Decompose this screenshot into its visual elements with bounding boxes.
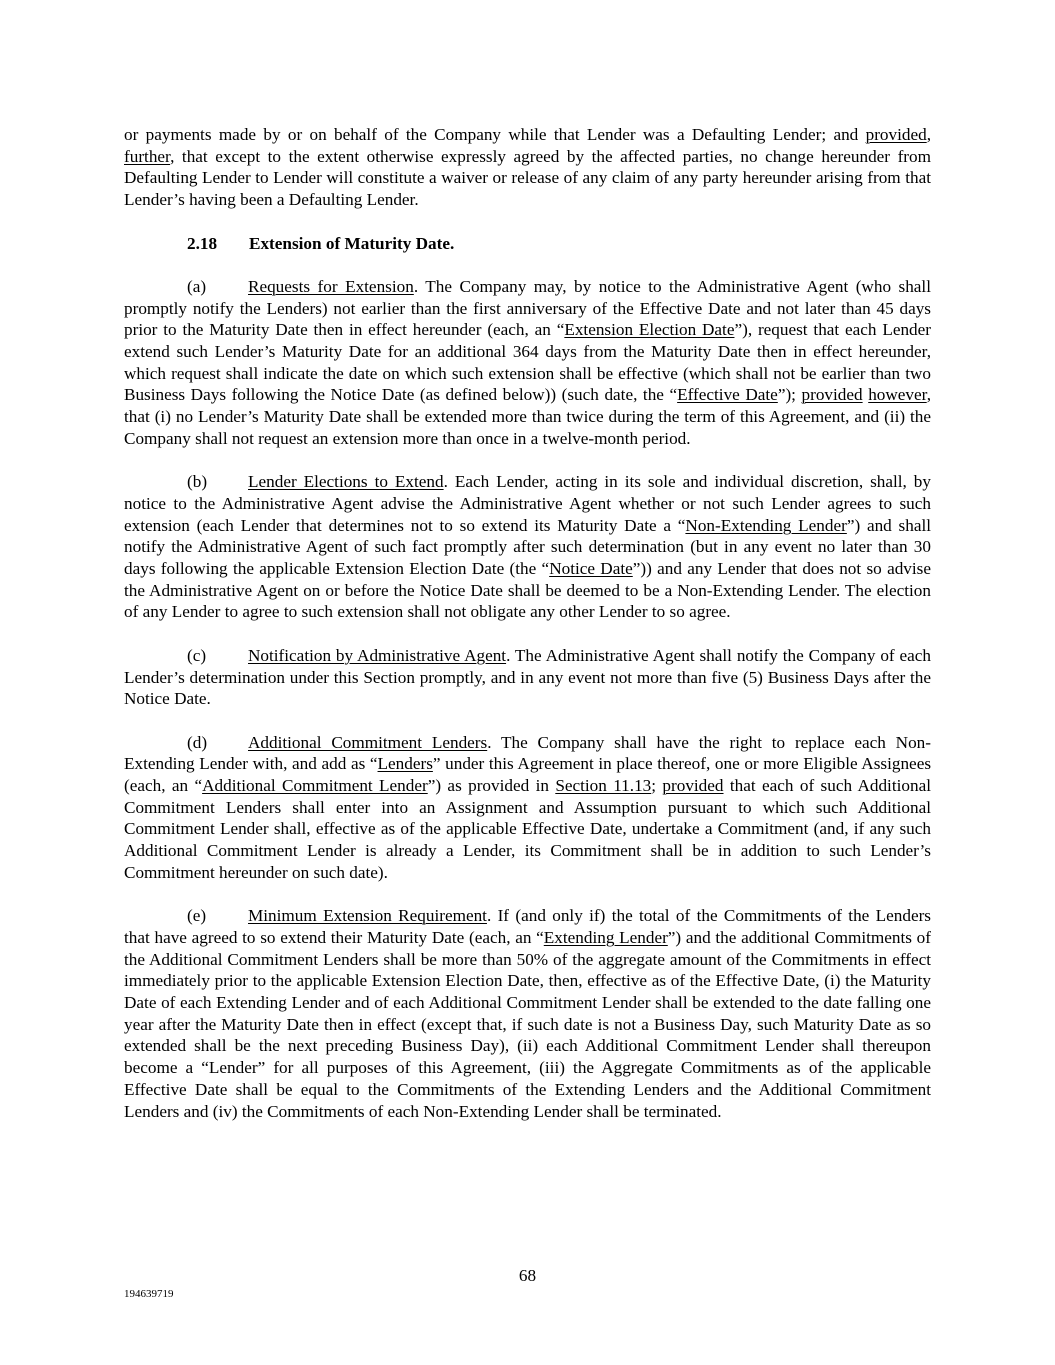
document-id: 194639719 xyxy=(124,1288,174,1300)
section-heading xyxy=(124,233,931,255)
defined-term: Extending Lender xyxy=(543,927,668,947)
defined-term: Extension Election Date xyxy=(564,320,735,340)
paragraph-c: (c) Notification by Administrative Agent. The Administrative Agent shall notify the Company of each Lender’s determination under this Section promptly, and in any event not more than five (5) Business Days after the Notice Date. xyxy=(124,645,931,709)
defined-term: Additional Commitment Lender xyxy=(202,776,428,796)
section-title: Extension of Maturity Date. xyxy=(249,233,455,253)
paragraph-label: (a) xyxy=(187,276,207,296)
paragraph-heading: Minimum Extension Requirement xyxy=(248,906,487,926)
paragraph-label: (e) xyxy=(187,906,207,926)
paragraph-d: (d) Additional Commitment Lenders. The Company shall have the right to replace each Non-Extending Lender with, and add as “Lenders” under this Agreement in place thereof, one or more Eligible Assignees (each, an “Additional Commitment Lender”) as provided in Section 11.13; provided that each of such Additional Commitment Lenders shall enter into an Assignment and Assumption pursuant to which such Additional Commitment Lender shall, effective as of the applicable Effective Date, undertake a Commitment (and, if any such Additional Commitment Lender is already a Lender, its Commitment shall be in addition to such Lender’s Commitment hereunder on such date). xyxy=(124,732,932,882)
paragraph-label: (b) xyxy=(187,472,208,492)
paragraph-label: (c) xyxy=(187,645,207,665)
defined-term: Lenders xyxy=(377,754,433,774)
defined-term: Effective Date xyxy=(677,385,778,405)
paragraph-label: (d) xyxy=(187,732,208,752)
page-number: 68 xyxy=(518,1266,537,1285)
paragraph-e: (e) Minimum Extension Requirement. If (and only if) the total of the Commitments of the Lenders that have agreed to so extend their Maturity Date (each, an “Extending Lender”) and the additional Commitments of the Additional Commitment Lenders shall be more than 50% of the aggregate amount of the Commitments in effect immediately prior to the applicable Extension Election Date, then, effective as of the Effective Date, (i) the Maturity Date of each Extending Lender and of each Additional Commitment Lender shall be extended to the date falling one year after the Maturity Date then in effect (except that, if such date is not a Business Day, such Maturity Date as so extended shall be the next preceding Business Day), (ii) each Additional Commitment Lender shall thereupon become a “Lender” for all purposes of this Agreement, (iii) the Aggregate Commitments as of the applicable Effective Date shall be equal to the Commitments of the Extending Lenders and the Additional Commitment Lenders and (iv) the Commitments of each Non-Extending Lender shall be terminated. xyxy=(124,906,931,1121)
paragraph-heading: Lender Elections to Extend xyxy=(248,472,444,492)
paragraph-heading: Requests for Extension xyxy=(248,276,414,296)
paragraph-b: (b) Lender Elections to Extend. Each Lender, acting in its sole and individual discretion, shall, by notice to the Administrative Agent advise the Administrative Agent whether or not such Lender agrees to such extension (each Lender that determines not to so extend its Maturity Date a “Non-Extending Lender”) and shall notify the Administrative Agent of such fact promptly after such determination (but in any event no later than 30 days following the applicable Extension Election Date (the “Notice Date”)) and any Lender that does not so advise the Administrative Agent on or before the Notice Date shall be deemed to be a Non-Extending Lender. The election of any Lender to agree to such extension shall not obligate any other Lender to so agree. xyxy=(124,472,931,622)
provided-term: provided xyxy=(662,776,724,796)
paragraph-a: (a) Requests for Extension. The Company may, by notice to the Administrative Agent (who shall promptly notify the Lenders) not earlier than the first anniversary of the Effective Date and not later than 45 days prior to the Maturity Date then in effect hereunder (each, an “Extension Election Date”), request that each Lender extend such Lender’s Maturity Date for an additional 364 days from the Maturity Date then in effect hereunder, which request shall indicate the date on which such extension shall be effective (which shall not be earlier than two Business Days following the Notice Date (as defined below)) (such date, the “Effective Date”); provided however, that (i) no Lender’s Maturity Date shall be extended more than twice during the term of this Agreement, and (ii) the Company shall not request an extension more than once in a twelve-month period. xyxy=(124,276,931,448)
defined-term: Notice Date xyxy=(549,559,633,579)
continuation-paragraph: or payments made by or on behalf of the Company while that Lender was a Defaulting Lender; and provided, further, that except to the extent otherwise expressly agreed by the affected parties, no change hereunder from Defaulting Lender to Lender will constitute a waiver or release of any claim of any party hereunder arising from that Lender’s having been a Defaulting Lender. xyxy=(124,125,931,210)
paragraph-heading: Notification by Administrative Agent xyxy=(248,645,507,665)
document-body xyxy=(124,124,931,1144)
provided-term: provided xyxy=(865,125,927,144)
however-term: however xyxy=(868,385,927,405)
section-reference: Section 11.13 xyxy=(555,776,652,796)
section-number: 2.18 xyxy=(187,233,218,253)
further-term: further xyxy=(124,146,171,166)
defined-term: Non-Extending Lender xyxy=(685,515,847,535)
paragraph-heading: Additional Commitment Lenders xyxy=(248,732,488,752)
provided-term: provided xyxy=(801,385,863,405)
